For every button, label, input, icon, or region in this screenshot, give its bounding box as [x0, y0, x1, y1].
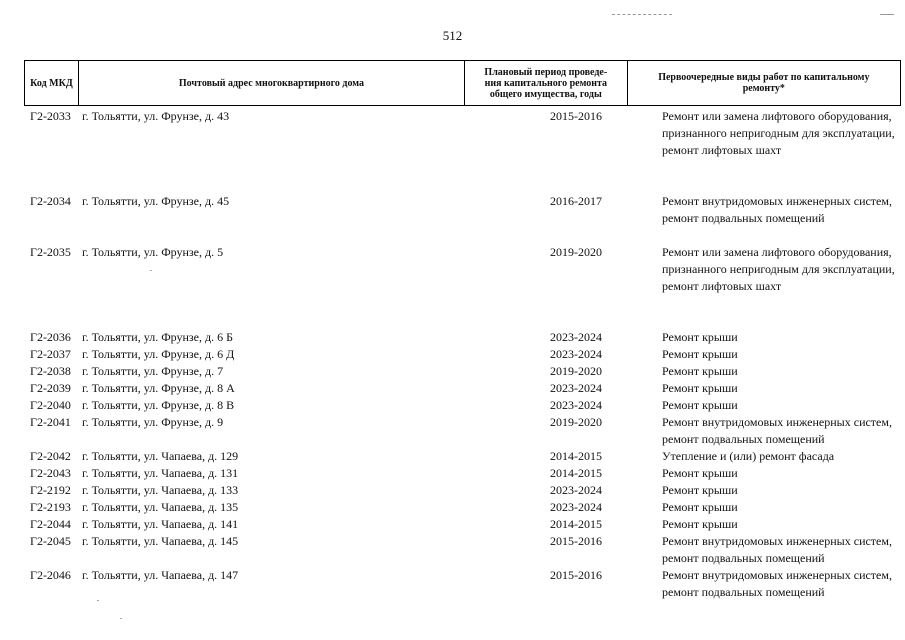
scan-speck — [150, 270, 152, 271]
row-period: 2019-2020 — [550, 245, 602, 259]
row-works-line: Ремонт крыши — [662, 347, 738, 361]
row-works-line: признанного непригодным для эксплуатации, — [662, 126, 895, 140]
row-works-line: Ремонт внутридомовых инженерных систем, — [662, 415, 892, 429]
table-row — [24, 397, 901, 414]
row-code: Г2-2036 — [30, 330, 71, 344]
header-period-line: общего имущества, годы — [489, 88, 602, 100]
row-works-line: Ремонт крыши — [662, 466, 738, 480]
row-address: г. Тольятти, ул. Фрунзе, д. 8 В — [82, 398, 235, 412]
row-works-line: Утепление и (или) ремонт фасада — [662, 449, 835, 463]
table-row — [24, 363, 901, 380]
row-works — [662, 363, 901, 380]
table-row — [24, 448, 901, 465]
row-works — [662, 346, 901, 363]
row-address: г. Тольятти, ул. Фрунзе, д. 8 А — [82, 381, 235, 395]
row-works-line: Ремонт крыши — [662, 330, 738, 344]
row-works — [662, 482, 901, 499]
row-period: 2023-2024 — [550, 347, 602, 361]
row-code: Г2-2192 — [30, 483, 71, 497]
row-code: Г2-2035 — [30, 245, 71, 259]
row-period: 2023-2024 — [550, 483, 602, 497]
table-row — [24, 414, 901, 448]
row-works-line: ремонт подвальных помещений — [662, 551, 825, 565]
table-row — [24, 108, 901, 159]
row-works-line: ремонт подвальных помещений — [662, 432, 825, 446]
row-works-line: ремонт лифтовых шахт — [662, 143, 782, 157]
row-period: 2019-2020 — [550, 415, 602, 429]
table-row — [24, 244, 901, 295]
row-works — [662, 108, 901, 159]
row-code: Г2-2040 — [30, 398, 71, 412]
row-code: Г2-2044 — [30, 517, 71, 531]
header-period-line: ния капитального ремонта — [484, 77, 608, 89]
table-row — [24, 516, 901, 533]
table-row — [24, 346, 901, 363]
scan-artifact-line — [880, 14, 894, 15]
row-address: г. Тольятти, ул. Чапаева, д. 131 — [82, 466, 239, 480]
row-code: Г2-2046 — [30, 568, 71, 582]
header-period-line: Плановый период проведе- — [484, 66, 608, 78]
scan-speck — [120, 618, 122, 619]
row-address: г. Тольятти, ул. Чапаева, д. 129 — [82, 449, 239, 463]
row-works-line: Ремонт крыши — [662, 483, 738, 497]
row-works-line: ремонт подвальных помещений — [662, 211, 825, 225]
table-header — [24, 60, 901, 106]
row-works-line: Ремонт внутридомовых инженерных систем, — [662, 534, 892, 548]
table-row — [24, 482, 901, 499]
header-works-line: Первоочередные виды работ по капитальному — [658, 72, 870, 83]
row-period: 2023-2024 — [550, 398, 602, 412]
row-code: Г2-2033 — [30, 109, 71, 123]
row-works-line: Ремонт крыши — [662, 500, 738, 514]
row-address: г. Тольятти, ул. Фрунзе, д. 6 Д — [82, 347, 235, 361]
header-code: Код МКД — [25, 61, 79, 105]
row-works — [662, 193, 901, 227]
row-works — [662, 499, 901, 516]
row-period: 2014-2015 — [550, 466, 602, 480]
row-period: 2023-2024 — [550, 500, 602, 514]
row-works — [662, 380, 901, 397]
table-row — [24, 499, 901, 516]
row-code: Г2-2193 — [30, 500, 71, 514]
row-code: Г2-2034 — [30, 194, 71, 208]
row-works — [662, 414, 901, 448]
row-works — [662, 397, 901, 414]
row-works-line: Ремонт крыши — [662, 364, 738, 378]
row-period: 2015-2016 — [550, 568, 602, 582]
row-address: г. Тольятти, ул. Чапаева, д. 147 — [82, 568, 239, 582]
row-code: Г2-2038 — [30, 364, 71, 378]
row-works-line: Ремонт крыши — [662, 517, 738, 531]
row-address: г. Тольятти, ул. Чапаева, д. 135 — [82, 500, 239, 514]
header-address: Почтовый адрес многоквартирного дома — [79, 61, 465, 105]
row-code: Г2-2041 — [30, 415, 71, 429]
row-works-line: Ремонт внутридомовых инженерных систем, — [662, 568, 892, 582]
table-row — [24, 533, 901, 567]
row-period: 2015-2016 — [550, 109, 602, 123]
scan-speck — [97, 600, 99, 601]
row-period: 2015-2016 — [550, 534, 602, 548]
row-code: Г2-2042 — [30, 449, 71, 463]
row-period: 2014-2015 — [550, 517, 602, 531]
row-works — [662, 448, 901, 465]
table-body — [24, 108, 901, 601]
row-address: г. Тольятти, ул. Фрунзе, д. 7 — [82, 364, 224, 378]
row-period: 2023-2024 — [550, 381, 602, 395]
row-address: г. Тольятти, ул. Фрунзе, д. 9 — [82, 415, 224, 429]
row-works — [662, 533, 901, 567]
row-period: 2019-2020 — [550, 364, 602, 378]
scan-artifact-line — [612, 14, 672, 15]
row-works — [662, 329, 901, 346]
page-number: 512 — [442, 28, 463, 43]
header-period — [465, 61, 628, 105]
row-period: 2023-2024 — [550, 330, 602, 344]
row-code: Г2-2043 — [30, 466, 71, 480]
row-works-line: Ремонт или замена лифтового оборудования, — [662, 245, 892, 259]
row-works-line: признанного непригодным для эксплуатации, — [662, 262, 895, 276]
row-address: г. Тольятти, ул. Чапаева, д. 133 — [82, 483, 239, 497]
row-works-line: Ремонт крыши — [662, 398, 738, 412]
row-works-line: Ремонт или замена лифтового оборудования, — [662, 109, 892, 123]
table-row — [24, 465, 901, 482]
row-address: г. Тольятти, ул. Фрунзе, д. 6 Б — [82, 330, 233, 344]
row-address: г. Тольятти, ул. Фрунзе, д. 43 — [82, 109, 230, 123]
header-works — [628, 61, 900, 105]
table-row — [24, 329, 901, 346]
row-address: г. Тольятти, ул. Чапаева, д. 141 — [82, 517, 239, 531]
row-works — [662, 516, 901, 533]
row-code: Г2-2039 — [30, 381, 71, 395]
row-works — [662, 244, 901, 295]
row-code: Г2-2045 — [30, 534, 71, 548]
row-works-line: ремонт лифтовых шахт — [662, 279, 782, 293]
row-period: 2014-2015 — [550, 449, 602, 463]
row-address: г. Тольятти, ул. Фрунзе, д. 45 — [82, 194, 230, 208]
row-works — [662, 567, 901, 601]
row-address: г. Тольятти, ул. Чапаева, д. 145 — [82, 534, 239, 548]
table-row — [24, 567, 901, 601]
header-works-line: ремонту* — [742, 83, 785, 94]
row-period: 2016-2017 — [550, 194, 602, 208]
table-row — [24, 380, 901, 397]
row-address: г. Тольятти, ул. Фрунзе, д. 5 — [82, 245, 224, 259]
table-row — [24, 193, 901, 227]
row-works-line: Ремонт внутридомовых инженерных систем, — [662, 194, 892, 208]
row-works-line: ремонт подвальных помещений — [662, 585, 825, 599]
row-works — [662, 465, 901, 482]
row-code: Г2-2037 — [30, 347, 71, 361]
row-works-line: Ремонт крыши — [662, 381, 738, 395]
